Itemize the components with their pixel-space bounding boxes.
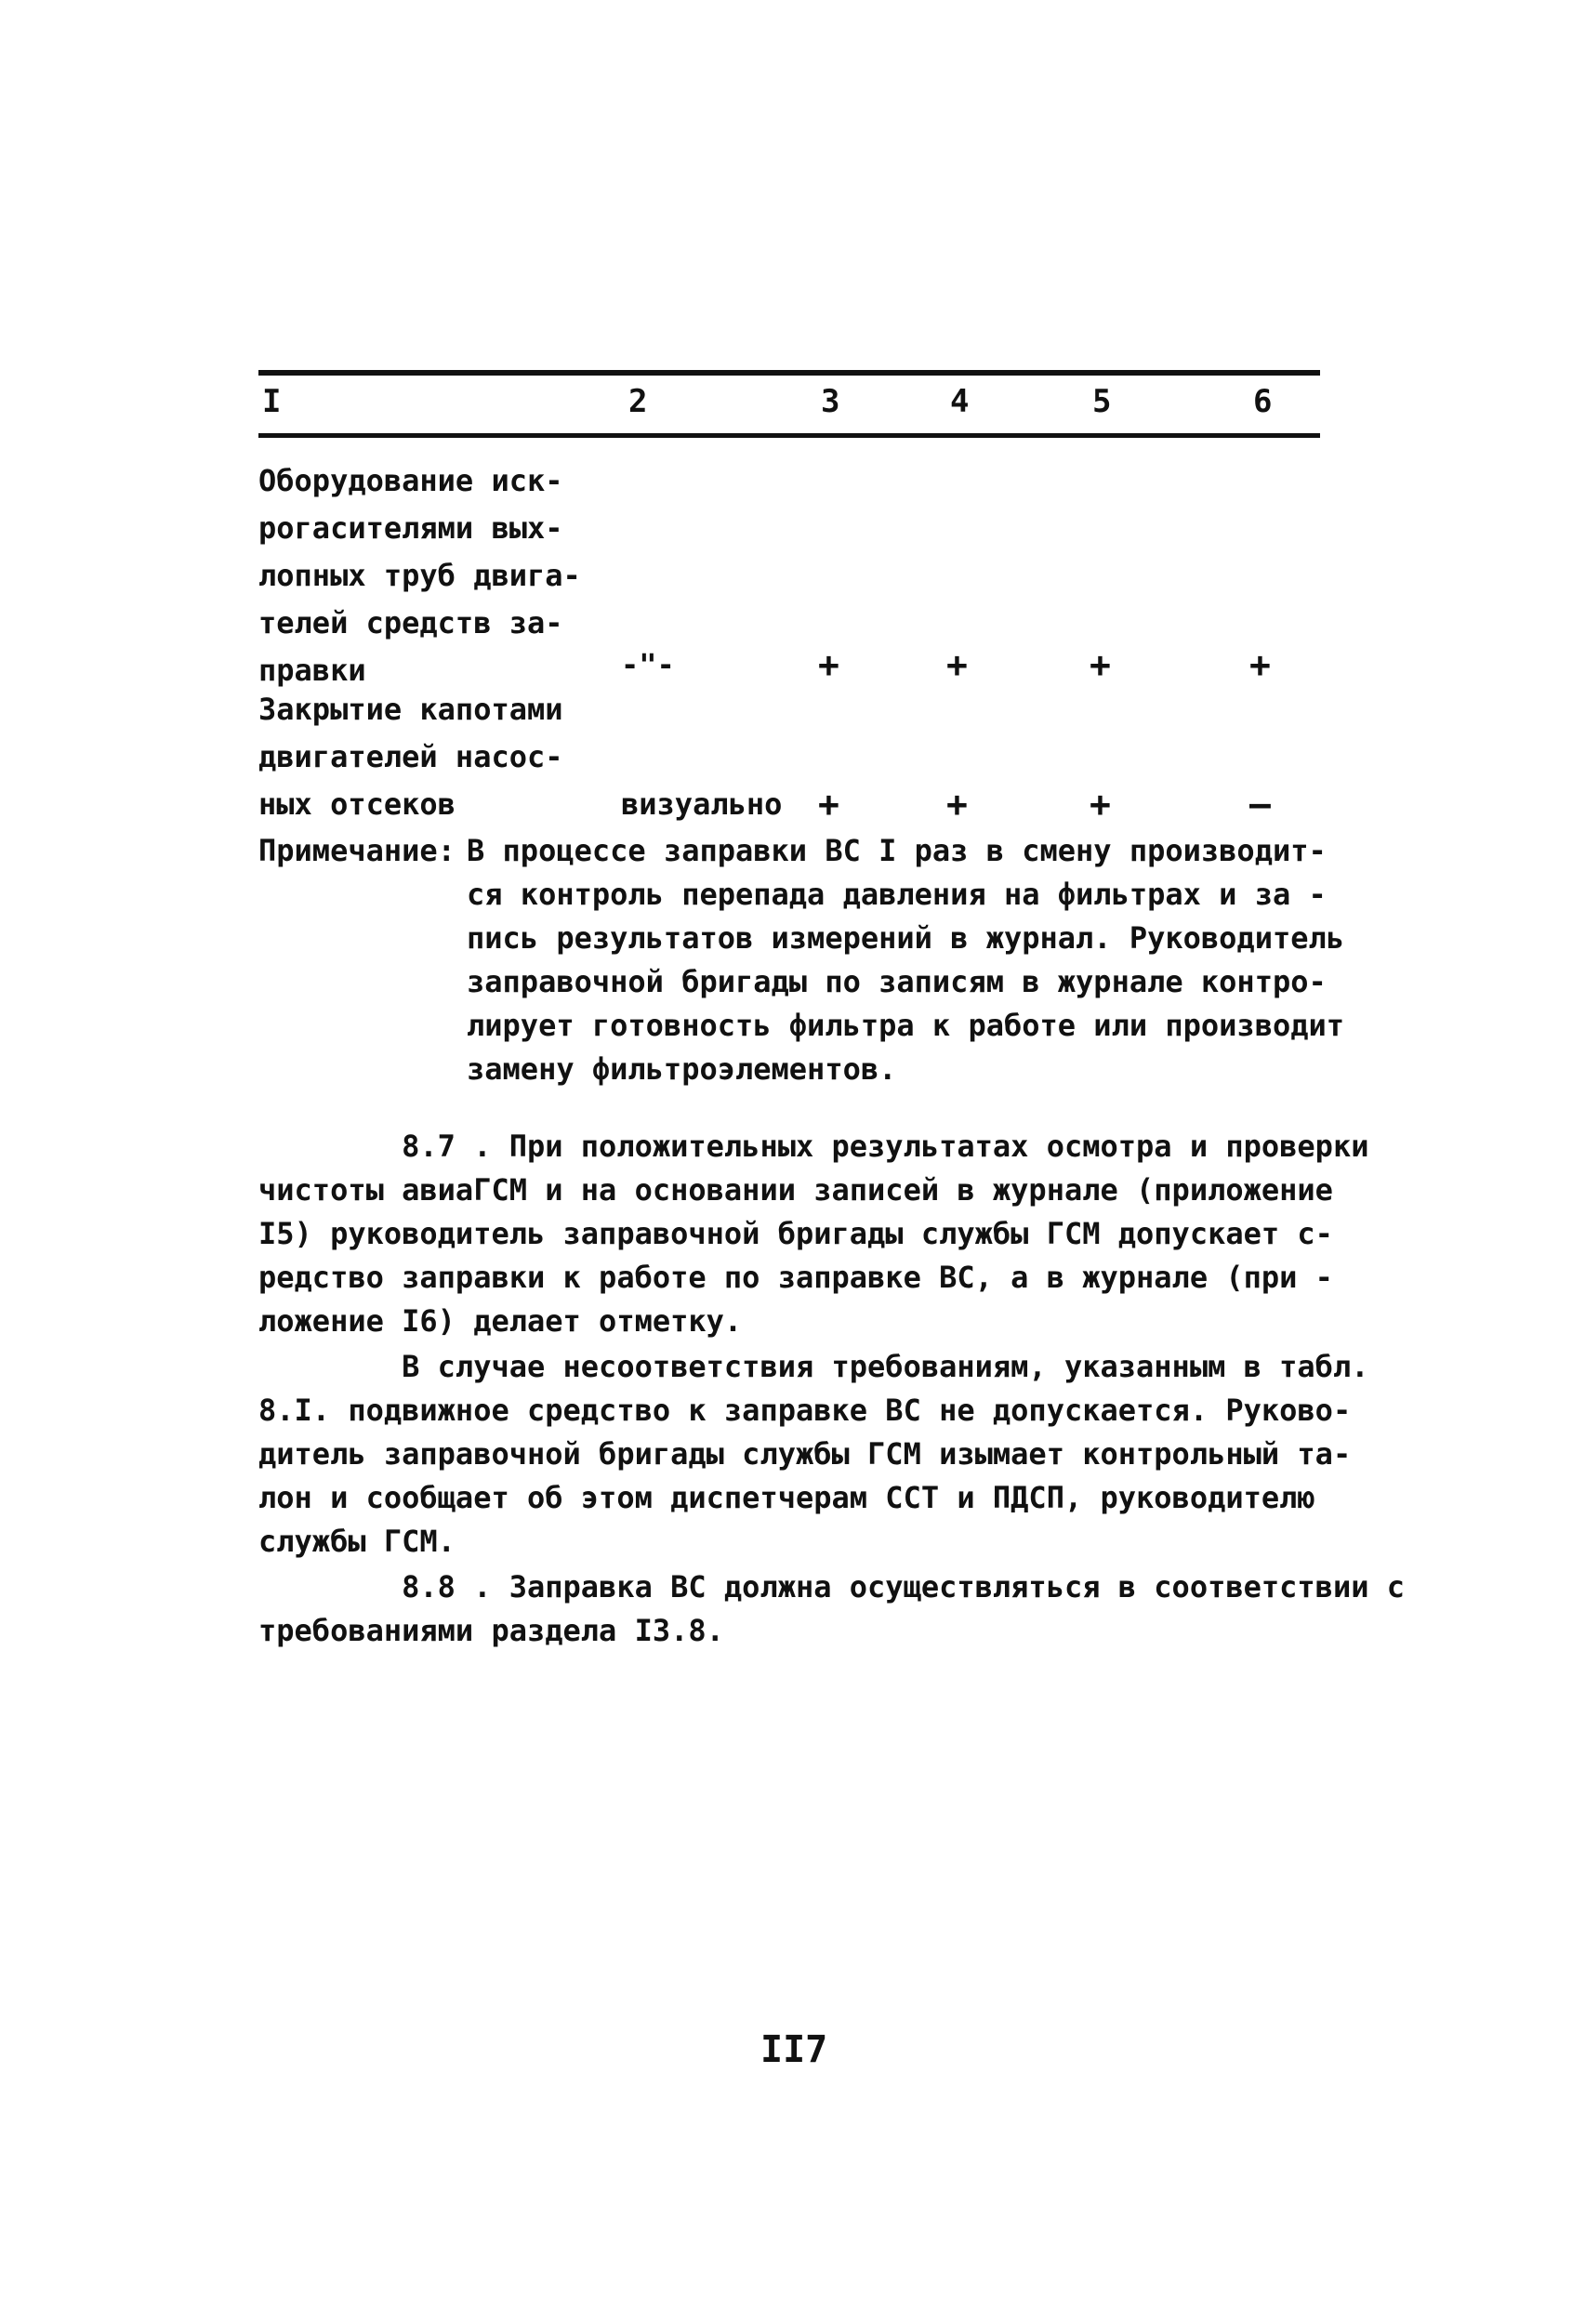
note-label: Примечание: (258, 833, 456, 868)
row-2-name: Закрытие капотами двигателей насос- ных отсеков (258, 692, 563, 822)
row-1-col5: + (1090, 644, 1111, 685)
paragraph-8-7: 8.7 . При положительных результатах осмотра и проверки чистоты авиаГСМ и на основании записей в журнале (приложение I5) руководитель заправочной бригады службы ГСМ допускает с- редство заправки к работе по заправке ВС, а в журнале (при - ложение I6) делает отметку. (258, 1129, 1369, 1339)
row-2-method: визуально (621, 786, 783, 822)
row-1-col3: + (818, 644, 839, 685)
row-2-col4: + (946, 784, 968, 825)
column-header-1: I (262, 383, 282, 420)
column-header-3: 3 (821, 383, 840, 420)
paragraph-8-7-continued: В случае несоответствия требованиям, указанным в табл. 8.I. подвижное средство к заправке ВС не допускается. Руково- дитель заправочной бригады службы ГСМ изымает контрольный та- лон и сообщает об этом диспетчерам ССТ и ПДСП, руководителю службы ГСМ. (258, 1349, 1369, 1559)
column-header-2: 2 (628, 383, 648, 420)
table-header-rule (258, 433, 1320, 438)
row-2-col3: + (818, 784, 839, 825)
row-1-col6: + (1249, 644, 1271, 685)
page-number: II7 (760, 2028, 828, 2071)
column-header-4: 4 (950, 383, 970, 420)
row-2-col6: – (1249, 784, 1271, 825)
row-2-col5: + (1090, 784, 1111, 825)
note-text: В процессе заправки ВС I раз в смену производит- ся контроль перепада давления на фильтрах и за - пись результатов измерений в журнал. Руководитель заправочной бригады по записям в журнале контро- лирует готовность фильтра к работе или производит замену фильтроэлементов. (467, 833, 1345, 1087)
row-1-method: -"- (621, 647, 675, 682)
row-1-name: Оборудование иск- рогасителями вых- лопных труб двига- телей средств за- правки (258, 463, 581, 688)
paragraph-8-8: 8.8 . Заправка ВС должна осуществляться в соответствии с требованиями раздела I3.8. (258, 1569, 1405, 1648)
row-1-col4: + (946, 644, 968, 685)
table-top-rule (258, 370, 1320, 376)
column-header-6: 6 (1253, 383, 1273, 420)
column-header-5: 5 (1092, 383, 1112, 420)
